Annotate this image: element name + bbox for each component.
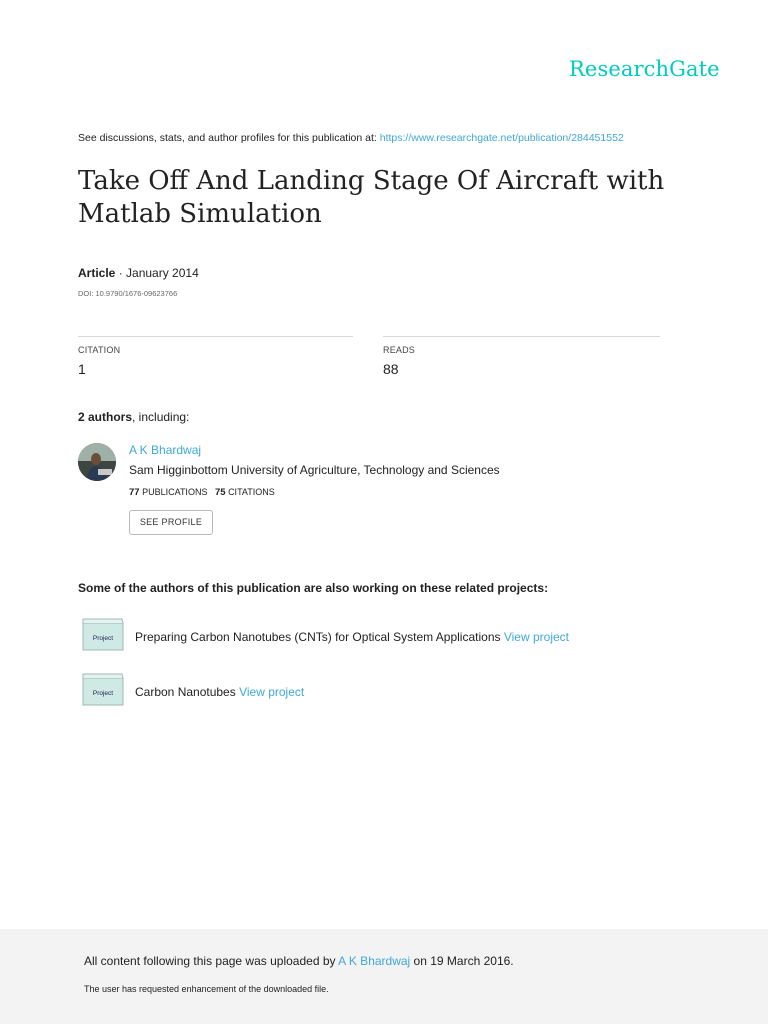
reads-label: READS — [383, 345, 416, 355]
discussions-prefix: See discussions, stats, and author profiles for this publication at: — [78, 132, 380, 144]
project-title: Preparing Carbon Nanotubes (CNTs) for Optical System Applications — [135, 630, 504, 644]
project-folder-label: Project — [92, 635, 114, 642]
publication-title: Take Off And Landing Stage Of Aircraft with Matlab Simulation — [78, 166, 665, 229]
author-name-link[interactable]: A K Bhardwaj — [129, 443, 202, 457]
citation-label: CITATION — [78, 345, 121, 355]
reads-divider — [383, 336, 660, 337]
citation-value: 1 — [78, 361, 86, 377]
publication-date: January 2014 — [126, 266, 199, 280]
view-project-link[interactable]: View project — [503, 630, 569, 644]
upload-prefix: All content following this page was uploaded by — [84, 954, 339, 968]
publication-type: Article — [78, 266, 116, 280]
project-folder-label: Project — [92, 690, 114, 697]
view-project-link[interactable]: View project — [239, 685, 305, 699]
author-citations-count: 75 — [214, 487, 226, 498]
citation-divider — [78, 336, 353, 337]
publication-doi: DOI: 10.9790/1676-09623766 — [78, 289, 178, 298]
author-avatar[interactable] — [78, 443, 116, 481]
enhancement-note: The user has requested enhancement of the downloaded file. — [84, 984, 329, 994]
publication-meta — [78, 266, 199, 280]
researchgate-logo[interactable]: ResearchGate — [569, 57, 720, 81]
publication-url-link[interactable]: https://www.researchgate.net/publication/284451552 — [379, 132, 624, 144]
see-profile-button[interactable]: SEE PROFILE — [129, 510, 213, 535]
upload-suffix: on 19 March 2016. — [410, 954, 514, 968]
upload-info — [84, 954, 514, 968]
project-folder-icon — [82, 618, 124, 651]
project-title: Carbon Nanotubes — [135, 685, 240, 699]
discussions-line — [78, 132, 624, 144]
avatar-photo-icon — [78, 443, 116, 481]
uploader-link[interactable]: A K Bhardwaj — [338, 954, 411, 968]
footer-panel — [0, 929, 768, 1024]
author-publications-count: 77 — [129, 487, 140, 498]
meta-separator: · — [115, 266, 127, 280]
related-projects-heading: Some of the authors of this publication are also working on these related projects: — [78, 581, 549, 595]
author-institution: Sam Higginbottom University of Agriculture, Technology and Sciences — [129, 463, 500, 477]
authors-heading — [78, 410, 189, 424]
project-item — [135, 685, 304, 699]
author-publications-label: PUBLICATIONS — [142, 487, 208, 497]
author-citations-label: CITATIONS — [228, 487, 275, 497]
reads-value: 88 — [383, 361, 399, 377]
project-folder-icon — [82, 673, 124, 706]
authors-count: 2 authors — [78, 410, 133, 424]
project-item — [135, 630, 569, 644]
authors-suffix: , including: — [132, 410, 190, 424]
author-stats — [129, 487, 275, 498]
